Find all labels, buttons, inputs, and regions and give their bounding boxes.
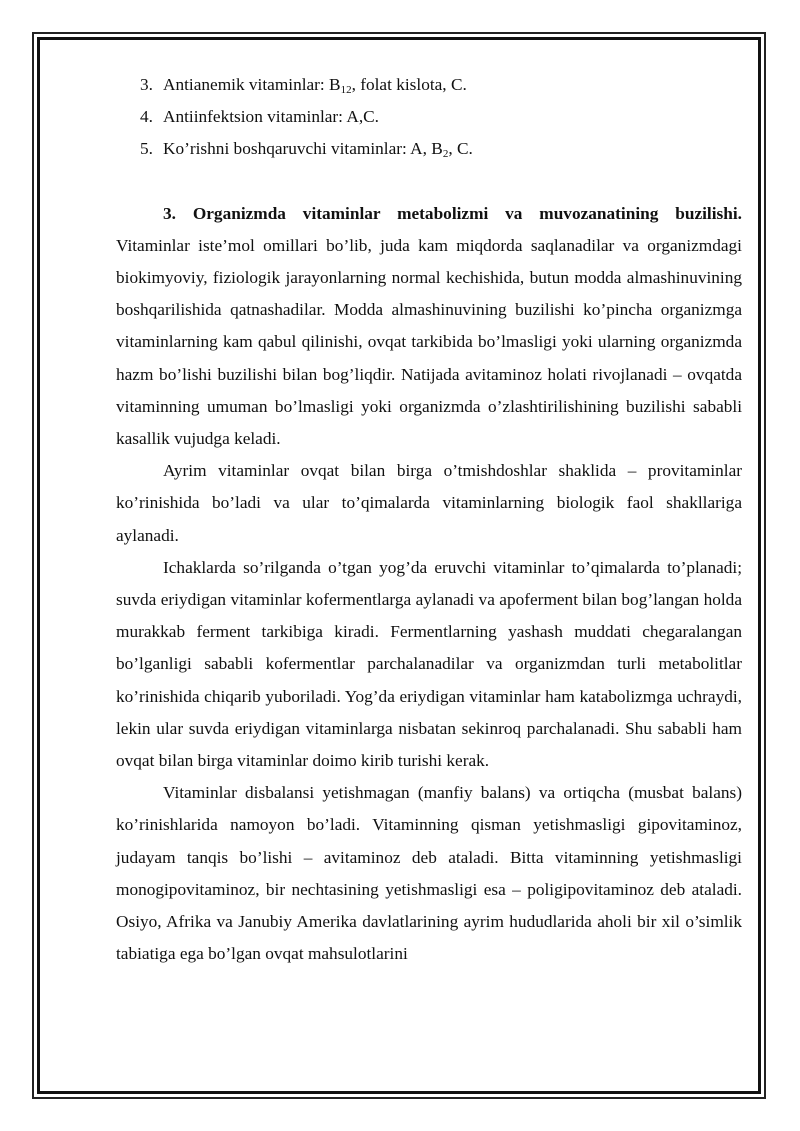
document-body <box>116 69 742 970</box>
list-item: 5. Ko’rishni boshqaruvchi vitaminlar: A, $B_2$, C. <box>140 139 473 161</box>
spacer <box>116 166 742 198</box>
paragraph: 3. Organizmda vitaminlar metabolizmi va muvozanatining buzilishi. Vitaminlar iste’mol omillari bo’lib, juda kam miqdorda saqlanadilar va organizmdagi biokimyoviy, fiziologik jarayonlarning normal kechishida, butun modda almashinuvining boshqarilishida qatnashadilar. Modda almashinuvining buzilishi ko’pincha organizmga vitaminlarning kam qabul qilinishi, ovqat tarkibida bo’lmasligi yoki ularning organizmda hazm bo’lishi buzilishi bilan bog’liqdir. Natijada avitaminoz holati rivojlanadi – ovqatda vitaminning umuman bo’lmasligi yoki organizmda o’zlashtirilishining buzilishi sababli kasallik vujudga keladi. <box>116 203 742 449</box>
list-item: 3. Antianemik vitaminlar: $B_{12}$, folat kislota, C. <box>140 75 467 96</box>
section-heading: 3. Organizmda vitaminlar metabolizmi va muvozanatining buzilishi. <box>163 203 742 223</box>
paragraph: Ayrim vitaminlar ovqat bilan birga o’tmishdoshlar shaklida – provitaminlar ko’rinishida bo’ladi va ular to’qimalarda vitaminlarning biologik faol shakllariga aylanadi. <box>116 461 742 545</box>
vitamin-list <box>116 69 742 166</box>
paragraph: Vitaminlar disbalansi yetishmagan (manfiy balans) va ortiqcha (musbat balans) ko’rinishlarida namoyon bo’ladi. Vitaminning qisman yetishmasligi gipovitaminoz, judayam tanqis bo’lishi – avitaminoz deb ataladi. Bitta vitaminning yetishmasligi monogipovitaminoz, bir nechtasining yetishmasligi esa – poligipovitaminoz deb ataladi. Osiyo, Afrika va Janubiy Amerika davlatlarining ayrim hududlarida aholi bir xil o’simlik tabiatiga ega bo’lgan ovqat mahsulotlarini <box>116 783 742 964</box>
paragraph: Ichaklarda so’rilganda o’tgan yog’da eruvchi vitaminlar to’qimalarda to’planadi; suvda eriydigan vitaminlar kofermentlarga aylanadi va apoferment bilan bog’langan holda murakkab ferment tarkibiga kiradi. Fermentlarning yashash muddati chegaralangan bo’lganligi sababli kofermentlar parchalanadilar va organizmdan turli metabolitlar ko’rinishida chiqarib yuboriladi. Yog’da eriydigan vitaminlar ham katabolizmga uchraydi, lekin ular suvda eriydigan vitaminlarga nisbatan sekinroq parchalanadi. Shu sababli ham ovqat bilan birga vitaminlar doimo kirib turishi kerak. <box>116 557 742 771</box>
list-item: 4. Antiinfektsion vitaminlar: A,C. <box>140 107 379 127</box>
